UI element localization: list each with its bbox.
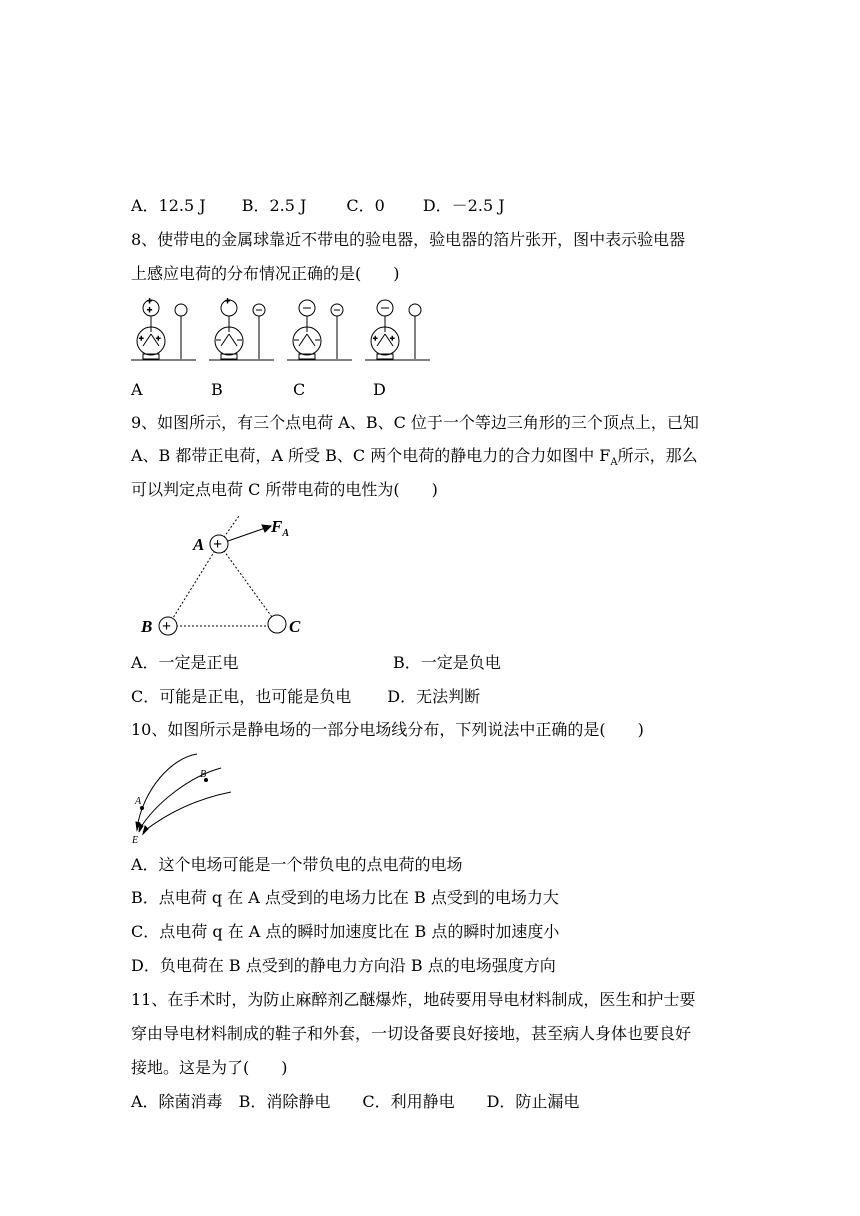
q10-option-b: B．点电荷 q 在 A 点受到的电场力比在 B 点受到的电场力大	[131, 888, 559, 907]
q7-option-a: A．12.5 J	[131, 196, 206, 215]
svg-text:+: +	[373, 334, 378, 343]
svg-text:+: +	[390, 334, 395, 343]
q8-stem-line1: 8、使带电的金属球靠近不带电的验电器，验电器的箔片张开，图中表示验电器	[131, 230, 686, 249]
svg-text:+: +	[147, 296, 153, 306]
electroscope-figure	[131, 296, 431, 366]
electroscope-d	[365, 300, 430, 360]
svg-text:+: +	[156, 334, 161, 343]
label-a: A	[193, 535, 205, 554]
q8-label-a: A	[131, 380, 143, 399]
q9-option-d: D．无法判断	[387, 687, 481, 706]
q9-option-a: A．一定是正电	[131, 653, 239, 672]
label-c: C	[289, 617, 301, 636]
electroscope-c	[287, 300, 352, 360]
q10-option-c: C．点电荷 q 在 A 点的瞬时加速度比在 B 点的瞬时加速度小	[131, 922, 560, 941]
q8-label-c: C	[293, 380, 306, 399]
label-e: E	[132, 835, 139, 845]
electroscope-a	[131, 296, 196, 360]
q11-options	[131, 1092, 579, 1112]
field-lines-figure	[131, 750, 241, 845]
svg-text:+: +	[225, 296, 231, 306]
q10-stem: 10、如图所示是静电场的一部分电场线分布，下列说法中正确的是( )	[131, 720, 644, 739]
q11-stem-line3: 接地。这是为了( )	[131, 1058, 288, 1077]
q8-stem-line2: 上感应电荷的分布情况正确的是( )	[131, 264, 400, 283]
electroscope-b	[209, 296, 274, 360]
q10-option-a: A．这个电场可能是一个带负电的点电荷的电场	[131, 855, 463, 874]
q7-options	[131, 196, 505, 216]
label-force: $F_A$	[271, 517, 290, 539]
label-b: B	[141, 617, 153, 636]
q7-option-c: C．0	[346, 196, 385, 215]
svg-text:+: +	[213, 536, 223, 553]
charge-c	[268, 615, 286, 633]
label-a: A	[135, 796, 142, 807]
svg-text:+: +	[147, 305, 153, 315]
q7-option-d: D．－2.5 J	[422, 196, 505, 215]
q11-option-a: A．除菌消毒	[131, 1092, 223, 1111]
q9-options-cd	[131, 687, 480, 707]
svg-text:+: +	[162, 618, 172, 635]
q8-figure-labels	[131, 380, 386, 400]
q10-option-d: D．负电荷在 B 点受到的静电力方向沿 B 点的电场强度方向	[131, 956, 556, 975]
q11-option-b: B．消除静电	[238, 1092, 331, 1111]
svg-text:+: +	[139, 334, 144, 343]
q9-stem-line1: 9、如图所示，有三个点电荷 A、B、C 位于一个等边三角形的三个顶点上，已知	[131, 413, 699, 432]
q7-option-b: B．2.5 J	[241, 196, 307, 215]
q11-option-d: D．防止漏电	[486, 1092, 580, 1111]
q11-stem-line1: 11、在手术时，为防止麻醉剂乙醚爆炸，地砖要用导电材料制成，医生和护士要	[131, 990, 696, 1009]
label-b: B	[200, 769, 207, 780]
q11-option-c: C．利用静电	[362, 1092, 455, 1111]
q11-stem-line2: 穿由导电材料制成的鞋子和外套，一切设备要良好接地，甚至病人身体也要良好	[131, 1024, 692, 1043]
q9-option-c: C．可能是正电，也可能是负电	[131, 687, 352, 706]
q9-stem-line3: 可以判定点电荷 C 所带电荷的电性为( )	[131, 480, 438, 499]
q9-option-b: B．一定是负电	[393, 653, 501, 672]
q8-label-d: D	[373, 380, 386, 399]
q9-stem-line2: A、B 都带正电荷，A 所受 B、C 两个电荷的静电力的合力如图中 $F_A$所示，那么	[131, 446, 698, 469]
triangle-charges-figure	[131, 512, 321, 642]
q8-label-b: B	[211, 380, 223, 399]
